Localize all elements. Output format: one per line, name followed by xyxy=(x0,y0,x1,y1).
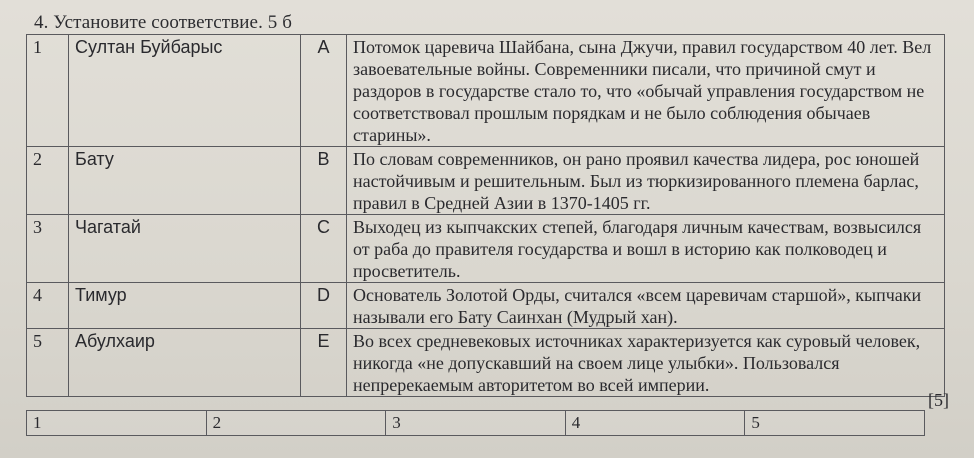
row-number: 2 xyxy=(27,147,69,215)
answer-cell[interactable]: 1 xyxy=(27,411,207,436)
row-letter: A xyxy=(301,35,347,147)
row-number: 5 xyxy=(27,329,69,397)
answer-cell[interactable]: 2 xyxy=(206,411,386,436)
table-row xyxy=(27,283,945,329)
ruler-name: Тимур xyxy=(69,283,301,329)
matching-table xyxy=(26,34,945,397)
answer-cell[interactable]: 5 xyxy=(745,411,925,436)
table-row xyxy=(27,215,945,283)
max-score: [5] xyxy=(928,390,949,410)
ruler-name: Чагатай xyxy=(69,215,301,283)
row-number: 4 xyxy=(27,283,69,329)
table-row xyxy=(27,147,945,215)
answer-row xyxy=(27,411,925,436)
row-letter: B xyxy=(301,147,347,215)
row-letter: E xyxy=(301,329,347,397)
answer-grid xyxy=(26,410,925,436)
ruler-description: Основатель Золотой Орды, считался «всем царевичам старшой», кыпчаки называли его Бату Саинхан (Мудрый хан). xyxy=(347,283,945,329)
ruler-name: Султан Буйбарыс xyxy=(69,35,301,147)
ruler-description: Потомок царевича Шайбана, сына Джучи, правил государством 40 лет. Вел завоевательные войны. Современники писали, что причиной смут и раздоров в государстве стало то, что «обычай управления государством не соответствовал прошлым порядкам и не было соблюдения обычаев старины». xyxy=(347,35,945,147)
answer-cell[interactable]: 4 xyxy=(565,411,745,436)
ruler-name: Бату xyxy=(69,147,301,215)
table-row xyxy=(27,329,945,397)
ruler-description: Во всех средневековых источниках характеризуется как суровый человек, никогда «не допускавший на своем лице улыбки». Пользовался непререкаемым авторитетом во всей империи. xyxy=(347,329,945,397)
ruler-name: Абулхаир xyxy=(69,329,301,397)
row-letter: C xyxy=(301,215,347,283)
row-number: 1 xyxy=(27,35,69,147)
ruler-description: По словам современников, он рано проявил качества лидера, рос юношей настойчивым и решительным. Был из тюркизированного племена барлас, правил в Средней Азии в 1370-1405 гг. xyxy=(347,147,945,215)
ruler-description: Выходец из кыпчакских степей, благодаря личным качествам, возвысился от раба до правителя государства и вошл в историю как полководец и просветитель. xyxy=(347,215,945,283)
answer-cell[interactable]: 3 xyxy=(386,411,566,436)
row-number: 3 xyxy=(27,215,69,283)
task-title: 4. Установите соответствие. 5 б xyxy=(34,12,293,33)
table-row xyxy=(27,35,945,147)
row-letter: D xyxy=(301,283,347,329)
